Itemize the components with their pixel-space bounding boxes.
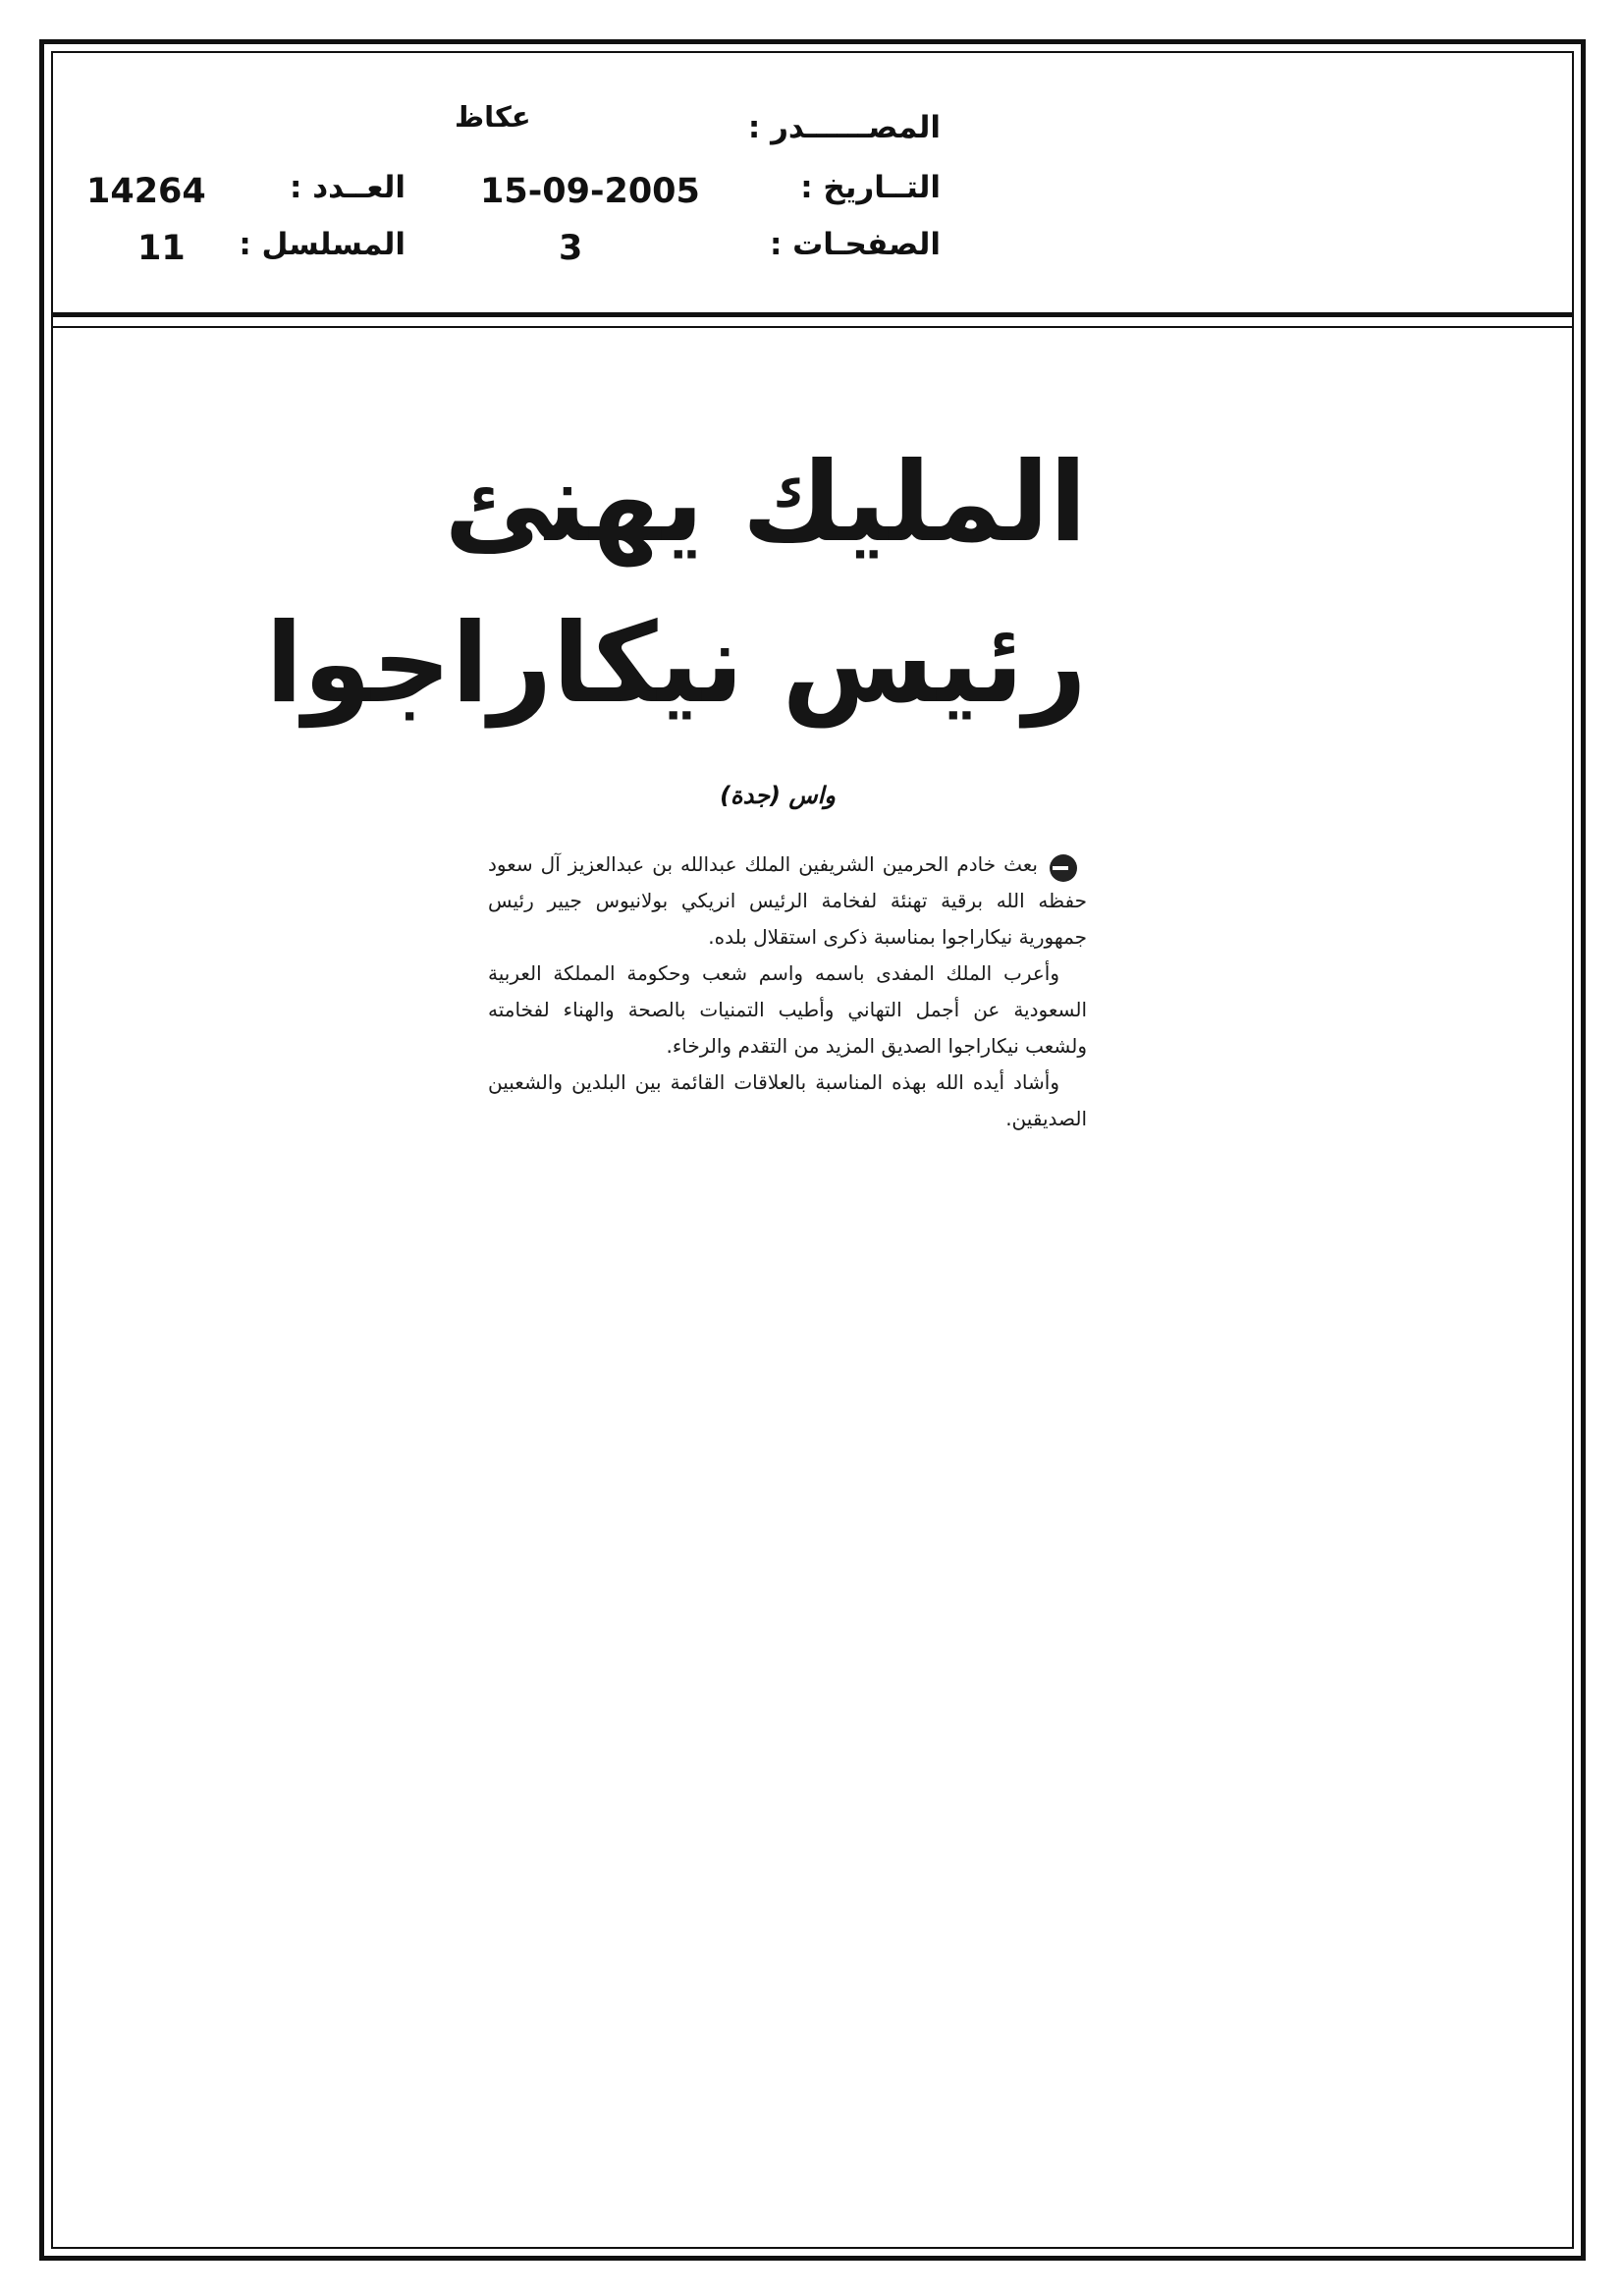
serial-value: 11 (137, 229, 186, 268)
source-value: عكاظ (455, 100, 531, 134)
dateline: واس (جدة) (720, 782, 836, 809)
article-paragraph: وأعرب الملك المفدى باسمه واسم شعب وحكومة المملكة العربية السعودية عن أجمل التهاني وأطيب التمنيات بالصحة والهناء لفخامته ولشعب نيكاراجوا الصديق المزيد من التقدم والرخاء. (488, 961, 1087, 1058)
source-label: المصــــــدر : (747, 110, 941, 145)
news-clipping (265, 430, 1087, 1206)
article-paragraph: بعث خادم الحرمين الشريفين الملك عبدالله بن عبدالعزيز آل سعود حفظه الله برقية تهنئة لفخامة الرئيس انريكي بولانيوس جيير رئيس جمهورية نيكاراجوا بمناسبة ذكرى استقلال بلده. (488, 852, 1087, 949)
issue-value: 14264 (86, 172, 206, 211)
article-body (488, 847, 1087, 1137)
date-label: التــاريخ : (800, 170, 941, 205)
issue-label: العــدد : (290, 170, 406, 205)
article-paragraph: وأشاد أيده الله بهذه المناسبة بالعلاقات القائمة بين البلدين والشعبين الصديقين. (488, 1070, 1087, 1130)
date-value: 15-09-2005 (480, 172, 700, 211)
headline-line-2: رئيس نيكاراجوا (265, 600, 1087, 728)
header-divider (51, 312, 1574, 317)
serial-label: المسلسل : (239, 227, 406, 262)
headline-line-1: المليك يهنئ (444, 439, 1087, 567)
pages-value: 3 (559, 229, 583, 268)
header-divider-thin (51, 326, 1574, 328)
pages-label: الصفحـات : (769, 227, 941, 262)
